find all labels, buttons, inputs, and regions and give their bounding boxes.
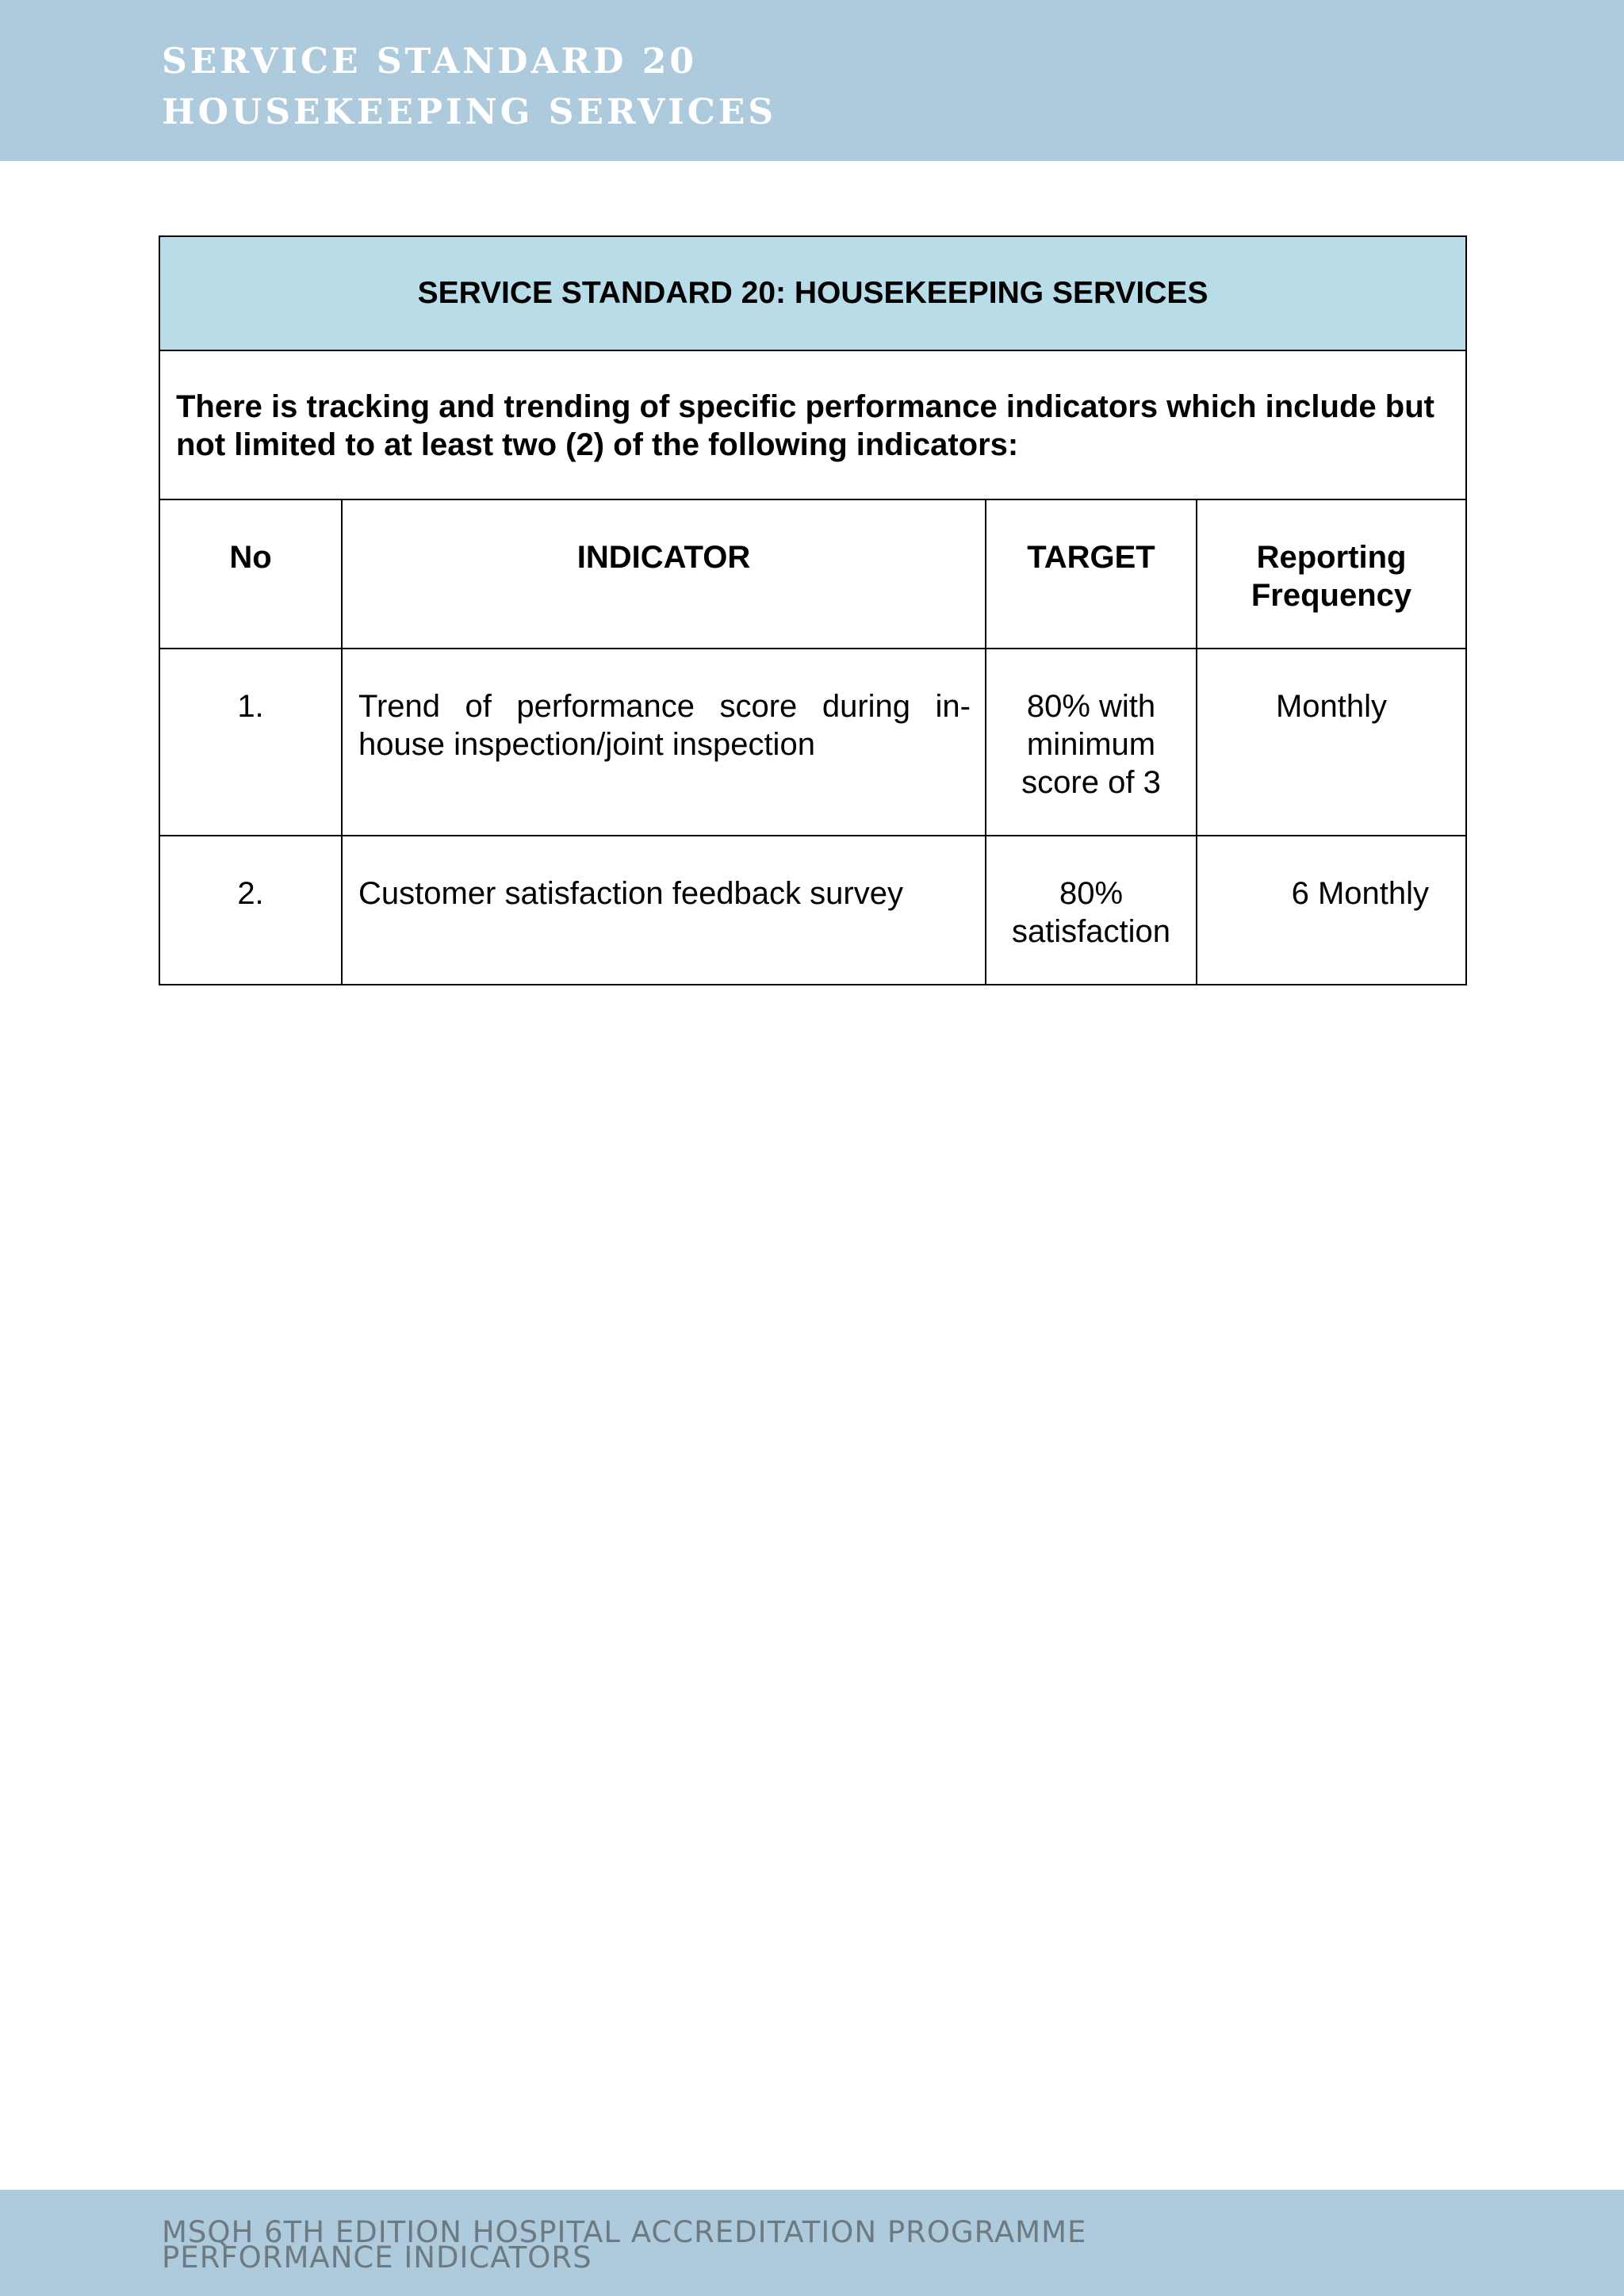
row-indicator: Trend of performance score during in-house inspection/joint inspection [342, 649, 986, 836]
table-header-row [159, 499, 1466, 649]
table-row [159, 649, 1466, 836]
table-title-row [159, 236, 1466, 350]
row-frequency: 6 Monthly [1197, 836, 1466, 985]
row-frequency: Monthly [1197, 649, 1466, 836]
row-target: 80% with minimum score of 3 [986, 649, 1197, 836]
table-intro-row [159, 350, 1466, 499]
row-number: 1. [159, 649, 342, 836]
column-header-target: TARGET [986, 499, 1197, 649]
table-title: SERVICE STANDARD 20: HOUSEKEEPING SERVICES [159, 236, 1466, 350]
footer-text-line-1: MSQH 6TH EDITION HOSPITAL ACCREDITATION PROGRAMME [162, 2215, 1087, 2249]
header-title-line-2: HOUSEKEEPING SERVICES [162, 92, 777, 132]
table-intro-text: There is tracking and trending of specific performance indicators which include but not limited to at least two (2) of the following indicators: [159, 350, 1466, 499]
column-header-frequency: Reporting Frequency [1197, 499, 1466, 649]
table-row [159, 836, 1466, 985]
row-number: 2. [159, 836, 342, 985]
row-indicator: Customer satisfaction feedback survey [342, 836, 986, 985]
row-target: 80% satisfaction [986, 836, 1197, 985]
indicator-table [159, 235, 1467, 985]
column-header-indicator: INDICATOR [342, 499, 986, 649]
column-header-no: No [159, 499, 342, 649]
header-title-line-1: SERVICE STANDARD 20 [162, 41, 697, 82]
footer-text-line-2: PERFORMANCE INDICATORS [162, 2241, 592, 2275]
